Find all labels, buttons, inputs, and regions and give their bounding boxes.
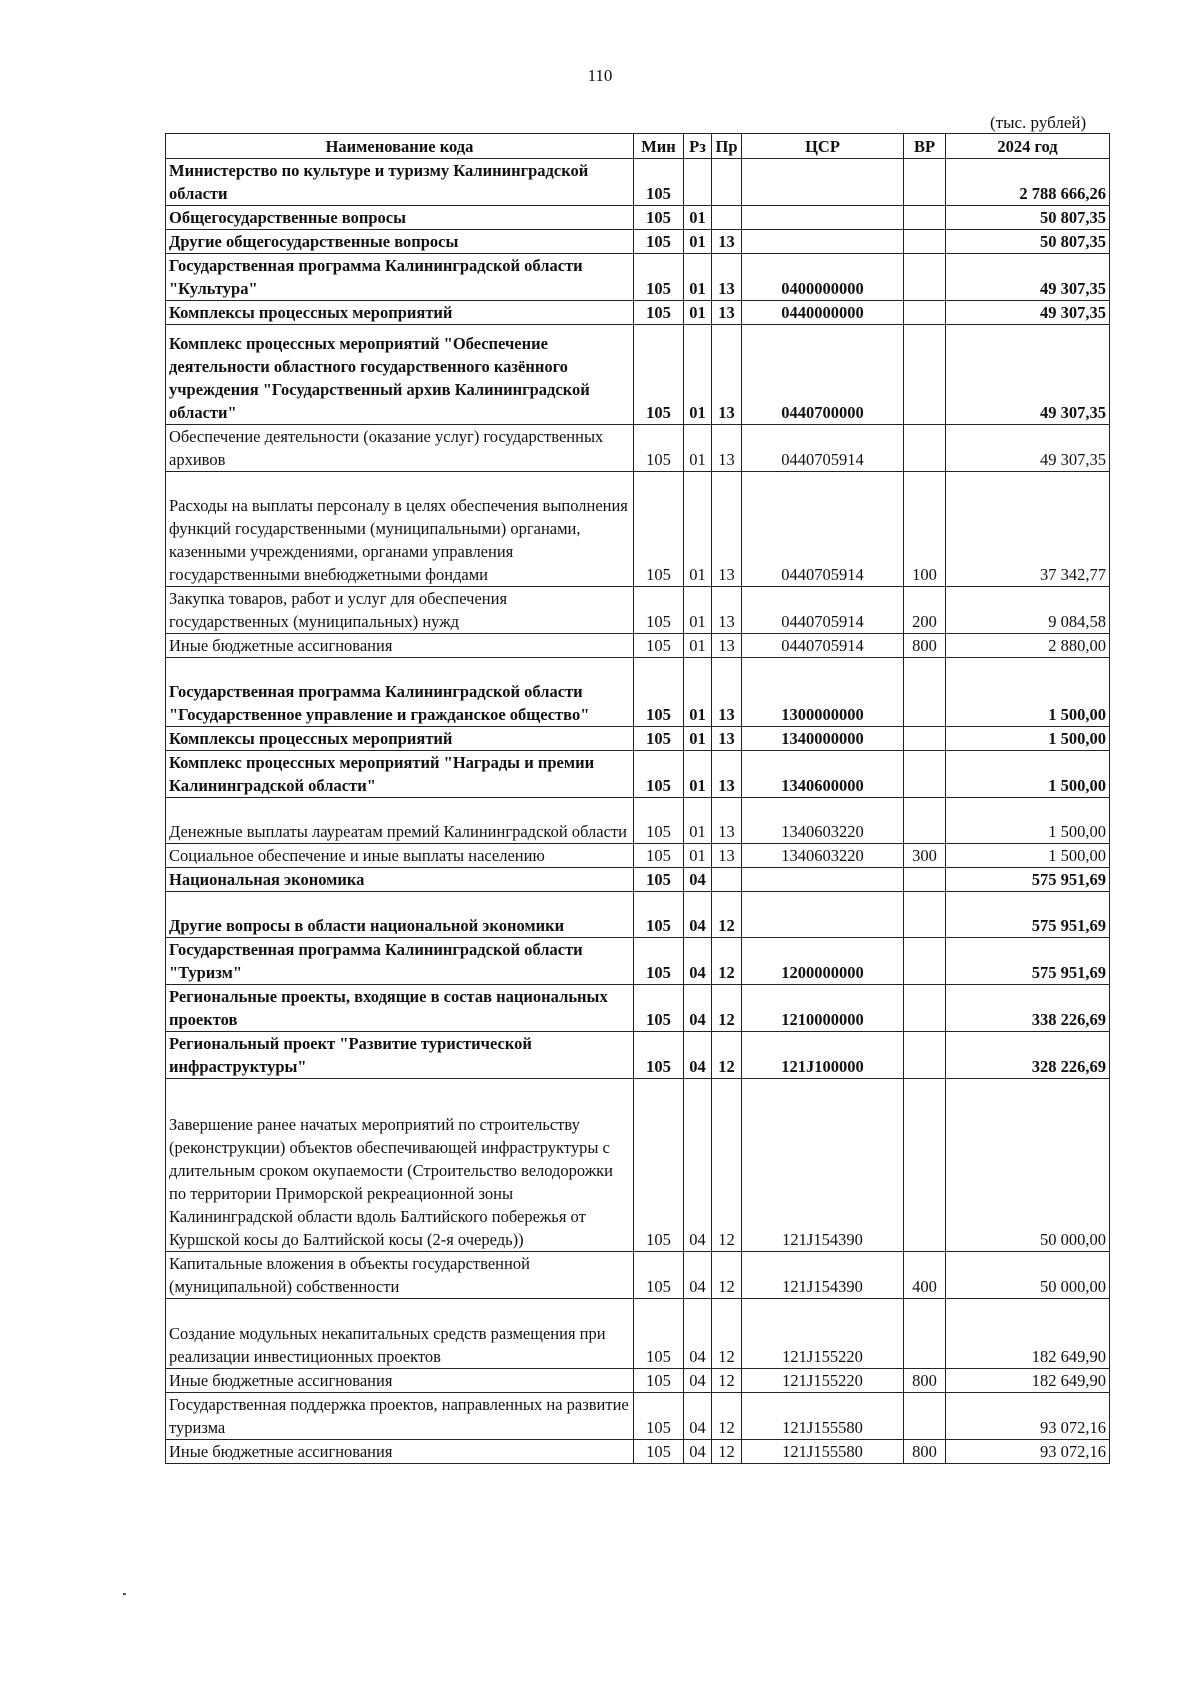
cell-rz: 04	[684, 1252, 712, 1299]
cell-pr: 13	[712, 254, 742, 301]
table-row	[166, 159, 1110, 206]
cell-rz: 01	[684, 634, 712, 658]
page-number: 110	[587, 66, 613, 85]
cell-rz: 04	[684, 1369, 712, 1393]
budget-table	[165, 133, 1110, 1464]
cell-rz: 01	[684, 844, 712, 868]
cell-name: Создание модульных некапитальных средств размещения при реализации инвестиционных проектов	[166, 1299, 634, 1369]
cell-vr	[904, 798, 946, 844]
cell-name: Министерство по культуре и туризму Калининградской области	[166, 159, 634, 206]
cell-sum: 338 226,69	[946, 985, 1110, 1032]
cell-name: Другие общегосударственные вопросы	[166, 230, 634, 254]
table-row	[166, 751, 1110, 798]
cell-csr: 121J154390	[742, 1079, 904, 1252]
cell-vr: 200	[904, 587, 946, 634]
cell-csr: 121J155220	[742, 1299, 904, 1369]
cell-vr	[904, 206, 946, 230]
cell-min: 105	[634, 1393, 684, 1440]
cell-vr	[904, 1032, 946, 1079]
header-min: Мин	[634, 134, 684, 159]
cell-name: Государственная программа Калининградской области "Государственное управление и гражданское общество"	[166, 658, 634, 727]
cell-csr	[742, 206, 904, 230]
cell-pr: 13	[712, 727, 742, 751]
cell-csr: 0400000000	[742, 254, 904, 301]
cell-csr: 0440705914	[742, 425, 904, 472]
cell-rz: 01	[684, 587, 712, 634]
table-row	[166, 798, 1110, 844]
cell-vr: 800	[904, 1369, 946, 1393]
cell-min: 105	[634, 159, 684, 206]
cell-csr: 121J100000	[742, 1032, 904, 1079]
cell-vr	[904, 230, 946, 254]
cell-vr	[904, 1299, 946, 1369]
cell-pr	[712, 159, 742, 206]
cell-csr: 0440705914	[742, 472, 904, 587]
cell-rz: 01	[684, 425, 712, 472]
cell-csr	[742, 159, 904, 206]
cell-pr: 13	[712, 587, 742, 634]
cell-vr: 300	[904, 844, 946, 868]
cell-name: Иные бюджетные ассигнования	[166, 634, 634, 658]
table-row	[166, 868, 1110, 892]
cell-pr: 12	[712, 1079, 742, 1252]
cell-pr: 13	[712, 325, 742, 425]
cell-min: 105	[634, 727, 684, 751]
table-row	[166, 1369, 1110, 1393]
cell-sum: 93 072,16	[946, 1440, 1110, 1464]
cell-csr: 121J155580	[742, 1440, 904, 1464]
cell-sum: 9 084,58	[946, 587, 1110, 634]
cell-name: Закупка товаров, работ и услуг для обеспечения государственных (муниципальных) нужд	[166, 587, 634, 634]
table-row	[166, 1032, 1110, 1079]
cell-csr	[742, 892, 904, 938]
cell-pr: 13	[712, 472, 742, 587]
table-row	[166, 1299, 1110, 1369]
cell-min: 105	[634, 634, 684, 658]
cell-name: Капитальные вложения в объекты государственной (муниципальной) собственности	[166, 1252, 634, 1299]
cell-min: 105	[634, 1440, 684, 1464]
cell-vr: 400	[904, 1252, 946, 1299]
cell-rz: 01	[684, 798, 712, 844]
cell-min: 105	[634, 230, 684, 254]
table-row	[166, 1440, 1110, 1464]
cell-min: 105	[634, 325, 684, 425]
header-year: 2024 год	[946, 134, 1110, 159]
cell-pr	[712, 868, 742, 892]
cell-sum: 1 500,00	[946, 658, 1110, 727]
header-vr: ВР	[904, 134, 946, 159]
cell-vr: 800	[904, 634, 946, 658]
cell-name: Иные бюджетные ассигнования	[166, 1440, 634, 1464]
cell-min: 105	[634, 892, 684, 938]
cell-pr: 13	[712, 634, 742, 658]
cell-rz: 04	[684, 938, 712, 985]
cell-min: 105	[634, 798, 684, 844]
cell-vr: 800	[904, 1440, 946, 1464]
cell-pr: 12	[712, 938, 742, 985]
cell-min: 105	[634, 587, 684, 634]
cell-vr	[904, 254, 946, 301]
cell-csr: 1340603220	[742, 844, 904, 868]
cell-sum: 49 307,35	[946, 254, 1110, 301]
cell-vr	[904, 1079, 946, 1252]
cell-pr: 12	[712, 1032, 742, 1079]
cell-pr: 13	[712, 230, 742, 254]
cell-min: 105	[634, 1369, 684, 1393]
cell-name: Иные бюджетные ассигнования	[166, 1369, 634, 1393]
table-row	[166, 325, 1110, 425]
cell-rz	[684, 159, 712, 206]
cell-rz: 04	[684, 985, 712, 1032]
cell-csr: 1340603220	[742, 798, 904, 844]
cell-rz: 04	[684, 1440, 712, 1464]
cell-min: 105	[634, 206, 684, 230]
scan-mark	[123, 1593, 126, 1595]
cell-min: 105	[634, 938, 684, 985]
cell-sum: 49 307,35	[946, 301, 1110, 325]
table-row	[166, 727, 1110, 751]
cell-sum: 328 226,69	[946, 1032, 1110, 1079]
cell-name: Комплекс процессных мероприятий "Обеспечение деятельности областного государственного казённого учреждения "Государственный архив Калининградской области"	[166, 325, 634, 425]
table-row	[166, 472, 1110, 587]
cell-rz: 04	[684, 892, 712, 938]
cell-name: Комплекс процессных мероприятий "Награды и премии Калининградской области"	[166, 751, 634, 798]
cell-csr: 121J155220	[742, 1369, 904, 1393]
table-header-row	[166, 134, 1110, 159]
table-row	[166, 938, 1110, 985]
cell-vr	[904, 727, 946, 751]
cell-min: 105	[634, 1079, 684, 1252]
cell-vr	[904, 658, 946, 727]
cell-sum: 50 807,35	[946, 206, 1110, 230]
cell-csr: 121J154390	[742, 1252, 904, 1299]
cell-sum: 49 307,35	[946, 325, 1110, 425]
cell-rz: 04	[684, 1032, 712, 1079]
cell-csr: 0440705914	[742, 634, 904, 658]
cell-min: 105	[634, 985, 684, 1032]
cell-name: Расходы на выплаты персоналу в целях обеспечения выполнения функций государственными (муниципальными) органами, казенными учреждениями, органами управления государственными внебюджетными фондами	[166, 472, 634, 587]
table-body	[166, 159, 1110, 1464]
cell-csr: 121J155580	[742, 1393, 904, 1440]
cell-pr: 13	[712, 425, 742, 472]
cell-vr	[904, 892, 946, 938]
cell-rz: 04	[684, 1079, 712, 1252]
cell-sum: 2 788 666,26	[946, 159, 1110, 206]
table-row	[166, 425, 1110, 472]
cell-pr: 12	[712, 1369, 742, 1393]
cell-csr: 1340600000	[742, 751, 904, 798]
cell-min: 105	[634, 301, 684, 325]
cell-vr	[904, 985, 946, 1032]
cell-csr	[742, 868, 904, 892]
cell-name: Другие вопросы в области национальной экономики	[166, 892, 634, 938]
cell-pr: 13	[712, 844, 742, 868]
cell-csr: 0440700000	[742, 325, 904, 425]
cell-name: Обеспечение деятельности (оказание услуг) государственных архивов	[166, 425, 634, 472]
cell-name: Комплексы процессных мероприятий	[166, 727, 634, 751]
cell-rz: 01	[684, 472, 712, 587]
cell-pr: 13	[712, 658, 742, 727]
table-row	[166, 230, 1110, 254]
cell-name: Комплексы процессных мероприятий	[166, 301, 634, 325]
cell-name: Завершение ранее начатых мероприятий по строительству (реконструкции) объектов обеспечивающей инфраструктуры с длительным сроком окупаемости (Строительство велодорожки по территории Приморской рекреационной зоны Калининградской области вдоль Балтийского побережья от Куршской косы до Балтийской косы (2-я очередь))	[166, 1079, 634, 1252]
cell-sum: 49 307,35	[946, 425, 1110, 472]
table-row	[166, 206, 1110, 230]
cell-csr: 1340000000	[742, 727, 904, 751]
table-row	[166, 892, 1110, 938]
cell-vr	[904, 301, 946, 325]
cell-min: 105	[634, 254, 684, 301]
cell-vr: 100	[904, 472, 946, 587]
cell-sum: 50 000,00	[946, 1252, 1110, 1299]
cell-name: Региональные проекты, входящие в состав национальных проектов	[166, 985, 634, 1032]
cell-min: 105	[634, 1299, 684, 1369]
cell-rz: 04	[684, 868, 712, 892]
table-row	[166, 1252, 1110, 1299]
table-row	[166, 844, 1110, 868]
cell-min: 105	[634, 868, 684, 892]
table-row	[166, 587, 1110, 634]
header-pr: Пр	[712, 134, 742, 159]
table-row	[166, 1079, 1110, 1252]
cell-sum: 93 072,16	[946, 1393, 1110, 1440]
cell-vr	[904, 425, 946, 472]
cell-sum: 182 649,90	[946, 1299, 1110, 1369]
cell-vr	[904, 1393, 946, 1440]
cell-rz: 01	[684, 658, 712, 727]
cell-rz: 04	[684, 1393, 712, 1440]
table-row	[166, 1393, 1110, 1440]
cell-pr: 12	[712, 1440, 742, 1464]
cell-rz: 01	[684, 301, 712, 325]
cell-sum: 1 500,00	[946, 844, 1110, 868]
cell-pr: 12	[712, 1299, 742, 1369]
cell-csr	[742, 230, 904, 254]
cell-vr	[904, 751, 946, 798]
cell-pr: 13	[712, 301, 742, 325]
cell-name: Денежные выплаты лауреатам премий Калининградской области	[166, 798, 634, 844]
cell-csr: 0440000000	[742, 301, 904, 325]
table-row	[166, 254, 1110, 301]
cell-sum: 1 500,00	[946, 751, 1110, 798]
cell-csr: 0440705914	[742, 587, 904, 634]
cell-vr	[904, 325, 946, 425]
cell-sum: 575 951,69	[946, 938, 1110, 985]
header-csr: ЦСР	[742, 134, 904, 159]
units-note: (тыс. рублей)	[990, 113, 1087, 132]
cell-min: 105	[634, 844, 684, 868]
cell-csr: 1200000000	[742, 938, 904, 985]
cell-min: 105	[634, 1032, 684, 1079]
cell-min: 105	[634, 751, 684, 798]
cell-min: 105	[634, 658, 684, 727]
cell-csr: 1210000000	[742, 985, 904, 1032]
cell-sum: 1 500,00	[946, 798, 1110, 844]
cell-name: Государственная программа Калининградской области "Культура"	[166, 254, 634, 301]
cell-pr	[712, 206, 742, 230]
cell-pr: 12	[712, 1252, 742, 1299]
cell-name: Общегосударственные вопросы	[166, 206, 634, 230]
cell-rz: 01	[684, 206, 712, 230]
table-row	[166, 658, 1110, 727]
cell-sum: 2 880,00	[946, 634, 1110, 658]
cell-rz: 04	[684, 1299, 712, 1369]
cell-pr: 13	[712, 798, 742, 844]
cell-name: Государственная поддержка проектов, направленных на развитие туризма	[166, 1393, 634, 1440]
cell-pr: 12	[712, 985, 742, 1032]
cell-rz: 01	[684, 325, 712, 425]
cell-name: Региональный проект "Развитие туристической инфраструктуры"	[166, 1032, 634, 1079]
cell-sum: 575 951,69	[946, 892, 1110, 938]
cell-sum: 1 500,00	[946, 727, 1110, 751]
cell-sum: 37 342,77	[946, 472, 1110, 587]
cell-sum: 182 649,90	[946, 1369, 1110, 1393]
header-rz: Рз	[684, 134, 712, 159]
table-row	[166, 634, 1110, 658]
table-row	[166, 985, 1110, 1032]
cell-min: 105	[634, 472, 684, 587]
table-row	[166, 301, 1110, 325]
cell-sum: 50 807,35	[946, 230, 1110, 254]
cell-name: Национальная экономика	[166, 868, 634, 892]
cell-name: Социальное обеспечение и иные выплаты населению	[166, 844, 634, 868]
cell-rz: 01	[684, 230, 712, 254]
header-name: Наименование кода	[166, 134, 634, 159]
cell-vr	[904, 938, 946, 985]
cell-pr: 12	[712, 892, 742, 938]
cell-pr: 13	[712, 751, 742, 798]
cell-vr	[904, 868, 946, 892]
cell-vr	[904, 159, 946, 206]
cell-min: 105	[634, 1252, 684, 1299]
cell-csr: 1300000000	[742, 658, 904, 727]
cell-min: 105	[634, 425, 684, 472]
cell-sum: 575 951,69	[946, 868, 1110, 892]
cell-rz: 01	[684, 254, 712, 301]
cell-rz: 01	[684, 751, 712, 798]
cell-rz: 01	[684, 727, 712, 751]
cell-name: Государственная программа Калининградской области "Туризм"	[166, 938, 634, 985]
cell-sum: 50 000,00	[946, 1079, 1110, 1252]
cell-pr: 12	[712, 1393, 742, 1440]
